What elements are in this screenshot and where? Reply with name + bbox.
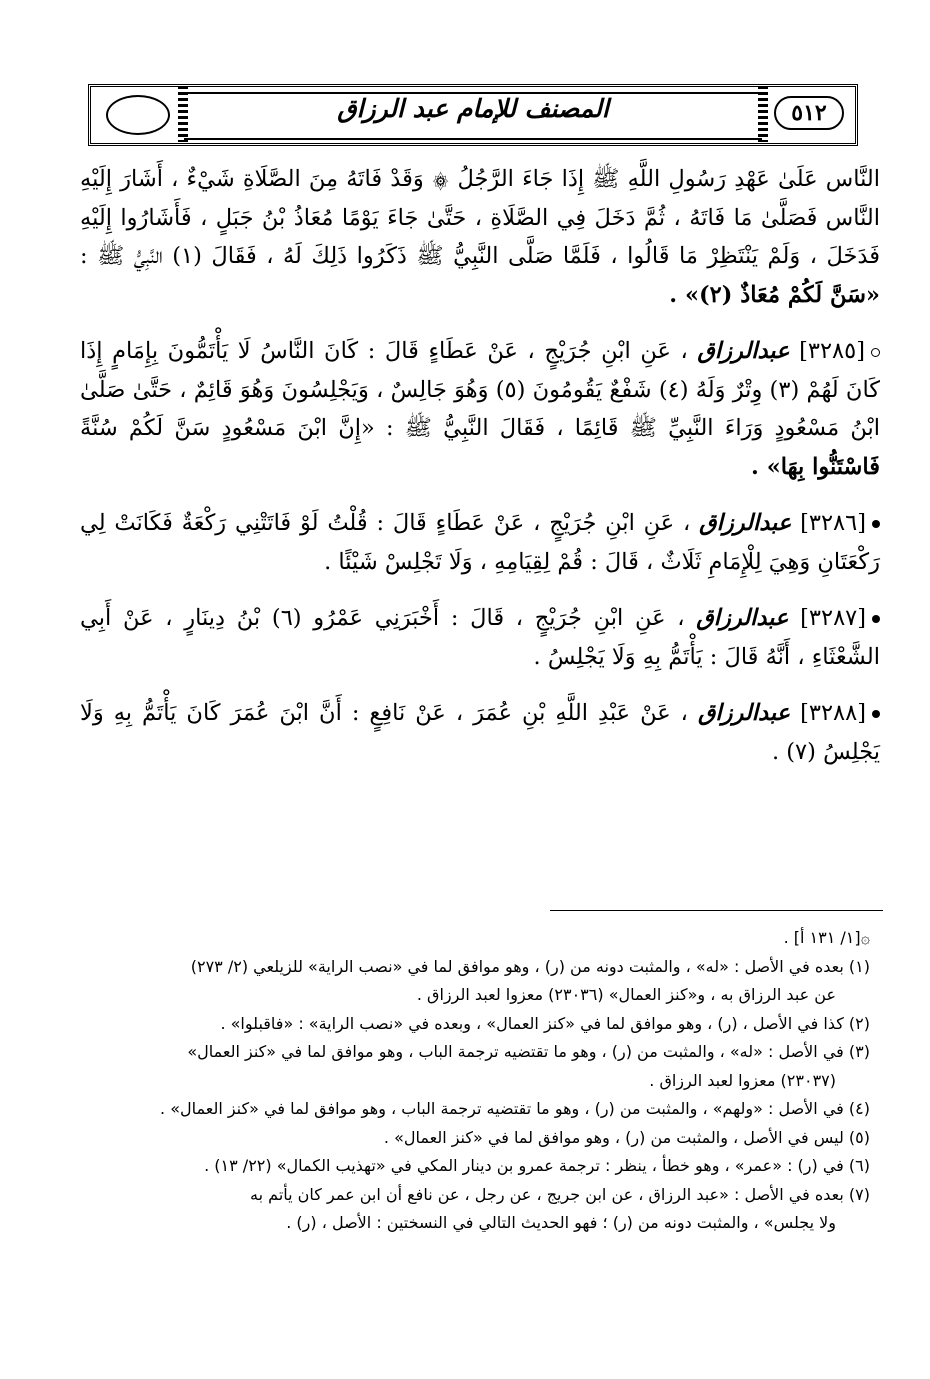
hadith-author: عبدالرزاق (697, 700, 791, 726)
page-header (88, 84, 858, 146)
text-line: وَلَا يَجْلِسُ (٧) . (80, 700, 880, 765)
footnote-divider (550, 910, 883, 911)
text-line: ، عَنِ ابْنِ جُرَيْجٍ ، عَنْ عَطَاءٍ قَالَ : قُلْتُ لَوْ فَاتَتْنِي رَكْعَةٌ فَكَانَتْ لِي (80, 510, 691, 536)
seal-emblem (96, 90, 178, 136)
hadith-author: عبدالرزاق (699, 510, 792, 536)
footnote-1-cont: عن عبد الرزاق به ، و«كنز العمال» (٢٣٠٣٦) معزوا لعبد الرزاق . (416, 985, 836, 1004)
text-line: أَبِي الشَّعْثَاءِ ، أَنَّهُ قَالَ : يَأْتَمُّ بِهِ وَلَا يَجْلِسُ . (80, 605, 880, 670)
footnote-3-cont: (٢٣٠٣٧) معزوا لعبد الرزاق . (649, 1070, 836, 1090)
hadith-3287 (80, 599, 880, 676)
main-text (80, 160, 880, 789)
footnote-4: (٤) في الأصل : «ولهم» ، والمثبت من (ر) ، وهو ما تقتضيه ترجمة الباب ، وهو موافق لما في «كنز العمال» . (160, 1099, 870, 1118)
text-line: النَّاس فَصَلَّىٰ مَا فَاتَهُ ، ثُمَّ دَخَلَ فِي الصَّلَاةِ ، حَتَّىٰ جَاءَ يَوْمًا مُعَاذُ بْنُ جَبَلٍ ، فَأَشَارُوا إِلَيْهِ (80, 204, 880, 231)
footnote-3: (٣) في الأصل : «له» ، والمثبت من (ر) ، وهو ما تقتضيه ترجمة الباب ، وهو موافق لما في «كنز العمال» (187, 1042, 870, 1061)
footnote-6: (٦) في (ر) : «عمر» ، وهو خطأ ، ينظر : ترجمة عمرو بن دينار المكي في «تهذيب الكمال» (٢٢/ ١٣) . (204, 1156, 870, 1175)
text-line: ، عَنِ ابْنِ جُرَيْجٍ ، عَنْ عَطَاءٍ قَالَ : كَانَ النَّاسُ لَا يَأْتَمُّونَ بِإِمَامٍ إِذَا (80, 338, 688, 364)
hadith-3286 (80, 504, 880, 581)
hadith-author: عبدالرزاق (696, 605, 789, 631)
hollow-circle-icon (871, 348, 880, 357)
page-title: المصنف للإمام عبد الرزاق (337, 94, 609, 123)
footnote-folio: ۞[١/ ١٣١ أ] . (783, 928, 870, 947)
hadith-author: عبدالرزاق (697, 338, 790, 364)
footnote-7-cont: ولا يجلس» ، والمثبت دونه من (ر) ؛ فهو الحديث التالي في النسختين : الأصل ، (ر) . (286, 1213, 836, 1232)
seal-logo-icon (106, 95, 170, 135)
text-line: «سَنَّ لَكُمْ مُعَاذٌ (٢)» . (669, 281, 880, 308)
text-line: فَدَخَلَ ، وَلَمْ يَنْتَظِرْ مَا قَالُوا ، فَلَمَّا صَلَّى النَّبِيُّ ﷺ ذَكَرُوا ذَلِكَ لَهُ ، فَقَالَ (١) النَّبِيُّ ﷺ : (80, 243, 881, 269)
footnote-2: (٢) كذا في الأصل ، (ر) ، وهو موافق لما في «كنز العمال» ، وبعده في «نصب الراية» : «فاقبلوا» . (220, 1013, 870, 1033)
bullet-icon (872, 520, 880, 528)
bullet-icon (872, 615, 880, 623)
text-line: النَّاس عَلَىٰ عَهْدِ رَسُولِ اللَّهِ ﷺ إِذَا جَاءَ الرَّجُلُ ۞ وَقَدْ فَاتَهُ مِنَ الصَّلَاةِ شَيْءٌ ، أَشَارَ إِلَيْهِ (80, 166, 880, 192)
page-number-cartouche (768, 90, 850, 136)
hadith-number: [٣٢٨٥] (799, 338, 866, 364)
hadith-number: [٣٢٨٨] (800, 700, 866, 726)
hadith-number: [٣٢٨٦] (800, 510, 866, 536)
footnote-7: (٧) بعده في الأصل : «عبد الرزاق ، عن ابن جريج ، عن رجل ، عن نافع أن ابن عمر كان يأتم به (250, 1184, 870, 1204)
footnote-5: (٥) ليس في الأصل ، والمثبت من (ر) ، وهو موافق لما في «كنز العمال» . (383, 1127, 870, 1147)
text-line: رَكْعَتَانِ وَهِيَ لِلْإِمَامِ ثَلَاثٌ ، قَالَ : قُمْ لِقِيَامِهِ ، وَلَا تَجْلِسْ شَيْئًا . (324, 548, 880, 575)
text-line: فَاسْتَنُّوا بِهَا» . (751, 453, 880, 480)
text-line: ، عَنِ ابْنِ جُرَيْجٍ ، قَالَ : أَخْبَرَنِي عَمْرُو (٦) بْنُ دِينَارٍ ، عَنْ (123, 605, 685, 631)
text-line: كَانَ لَهُمْ (٣) وِتْرٌ وَلَهُ (٤) شَفْعٌ يَقُومُونَ (٥) وَهُوَ جَالِسٌ ، وَيَجْلِسُونَ وَهُوَ قَائِمٌ ، حَتَّىٰ (132, 376, 881, 403)
paragraph-continuation (80, 160, 880, 314)
text-line: ، عَنْ عَبْدِ اللَّهِ بْنِ عُمَرَ ، عَنْ نَافِعٍ : أَنَّ ابْنَ عُمَرَ كَانَ يَأْتَمُّ بِهِ (113, 700, 688, 726)
footnotes (80, 924, 870, 1238)
hadith-number: [٣٢٨٧] (800, 605, 867, 631)
footnote-1: (١) بعده في الأصل : «له» ، والمثبت دونه من (ر) ، وهو موافق لما في «نصب الراية» للزيلعي (٢/ ٢٧٣) (190, 956, 870, 976)
page-number: ٥١٢ (791, 100, 827, 126)
text-line: صَلَّىٰ ابْنُ مَسْعُودٍ وَرَاءَ النَّبِيِّ ﷺ قَائِمًا ، فَقَالَ النَّبِيُّ ﷺ : «إِنَّ ابْنَ مَسْعُودٍ سَنَّ لَكُمْ سُنَّةً (80, 376, 880, 441)
hadith-3288 (80, 694, 880, 771)
bullet-icon (872, 710, 880, 718)
hadith-3285 (80, 332, 880, 486)
